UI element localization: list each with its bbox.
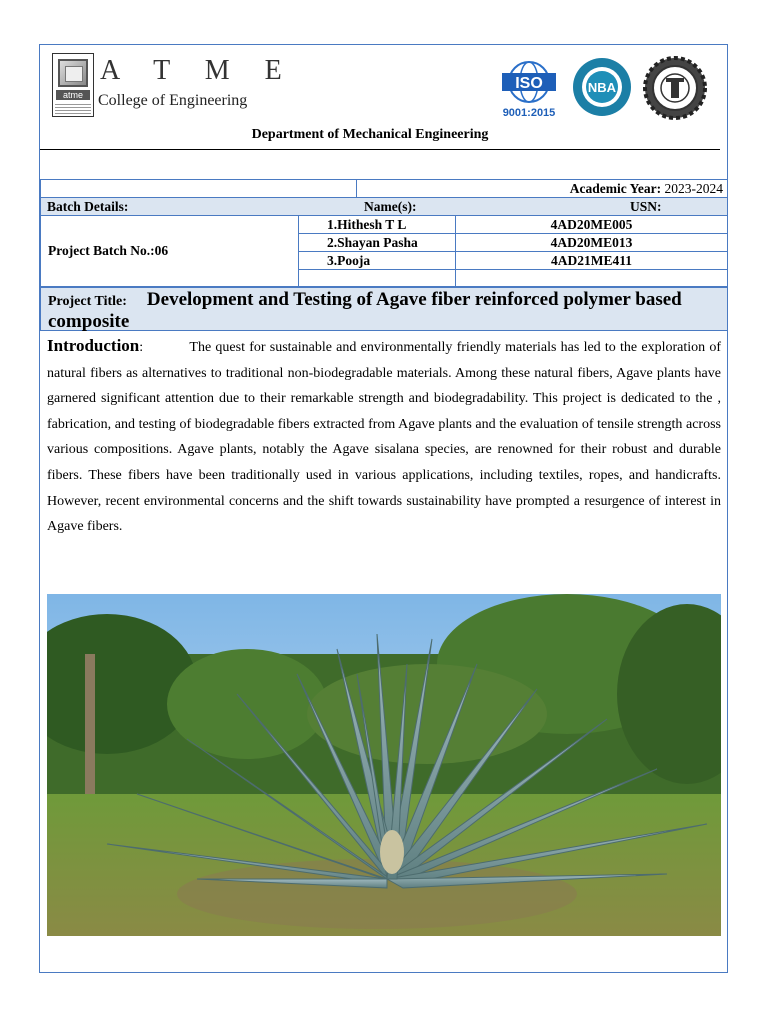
project-batch-number: Project Batch No.:06 — [40, 215, 299, 287]
agave-plant-photo — [47, 594, 721, 936]
svg-text:ISO: ISO — [515, 75, 543, 92]
svg-text:NBA: NBA — [587, 80, 617, 95]
member-usn: 4AD20ME005 — [455, 215, 728, 234]
member-name: 3.Pooja — [298, 251, 456, 270]
nba-logo — [571, 57, 633, 117]
department-title: Department of Mechanical Engineering — [251, 127, 489, 142]
svg-text:9001:2015: 9001:2015 — [502, 107, 556, 119]
introduction-section: Introduction: The quest for sustainable and environmentally friendly materials has led to the exploration of natural fibers as alternatives to traditional non-biodegradable materials. Among these natural fibers, Agave plants have garnered significant attention due to their remarkable strength and biodegradability. This project is dedicated to the , fabrication, and testing of biodegradable fibers extracted from Agave plants and the evaluation of tensile strength across various compositions. Agave plants, notably the Agave sisalana species, are renowned for their robust and durable fibers. These fibers have been traditionally used in various applications, including textiles, ropes, and handicrafts. However, recent environmental concerns and the shift towards sustainability have prompted a resurgence of interest in Agave fibers. — [47, 336, 722, 535]
college-name: College of Engineering — [98, 92, 248, 109]
project-title-label: Project Title: — [48, 294, 127, 309]
introduction-heading: Introduction — [47, 336, 140, 355]
names-label: Name(s): — [364, 199, 417, 214]
project-title-box — [40, 287, 728, 331]
introduction-body: The quest for sustainable and environmentally friendly materials has led to the exploration of natural fibers as alternatives to traditional non-biodegradable materials. Among these natural fibers, Agave plants have garnered significant attention due to their remarkable strength and biodegradability. This project is dedicated to the , fabrication, and testing of biodegradable fibers extracted from Agave plants and the evaluation of tensile strength across various compositions. Agave plants, notably the Agave sisalana species, are renowned for their robust and durable fibers. These fibers have been traditionally used in various applications, including textiles, ropes, and handicrafts. However, recent environmental concerns and the shift towards sustainability have prompted a resurgence of interest in Agave fibers. — [47, 340, 722, 535]
empty-cell — [455, 269, 728, 287]
gear-emblem-icon — [641, 56, 709, 120]
divider — [40, 149, 720, 150]
academic-year: Academic Year: 2023-2024 — [356, 179, 728, 198]
batch-details-label: Batch Details: — [47, 199, 129, 214]
member-name: 1.Hithesh T L — [298, 215, 456, 234]
usn-label: USN: — [630, 199, 662, 214]
iso-logo — [500, 58, 558, 120]
college-brand: A T M E — [100, 55, 296, 86]
member-name: 2.Shayan Pasha — [298, 233, 456, 252]
empty-cell — [298, 269, 456, 287]
member-usn: 4AD20ME013 — [455, 233, 728, 252]
member-usn: 4AD21ME411 — [455, 251, 728, 270]
project-title: Development and Testing of Agave fiber reinforced polymer based composite — [48, 289, 682, 332]
college-logo: atme — [52, 53, 94, 117]
empty-cell — [40, 179, 357, 198]
